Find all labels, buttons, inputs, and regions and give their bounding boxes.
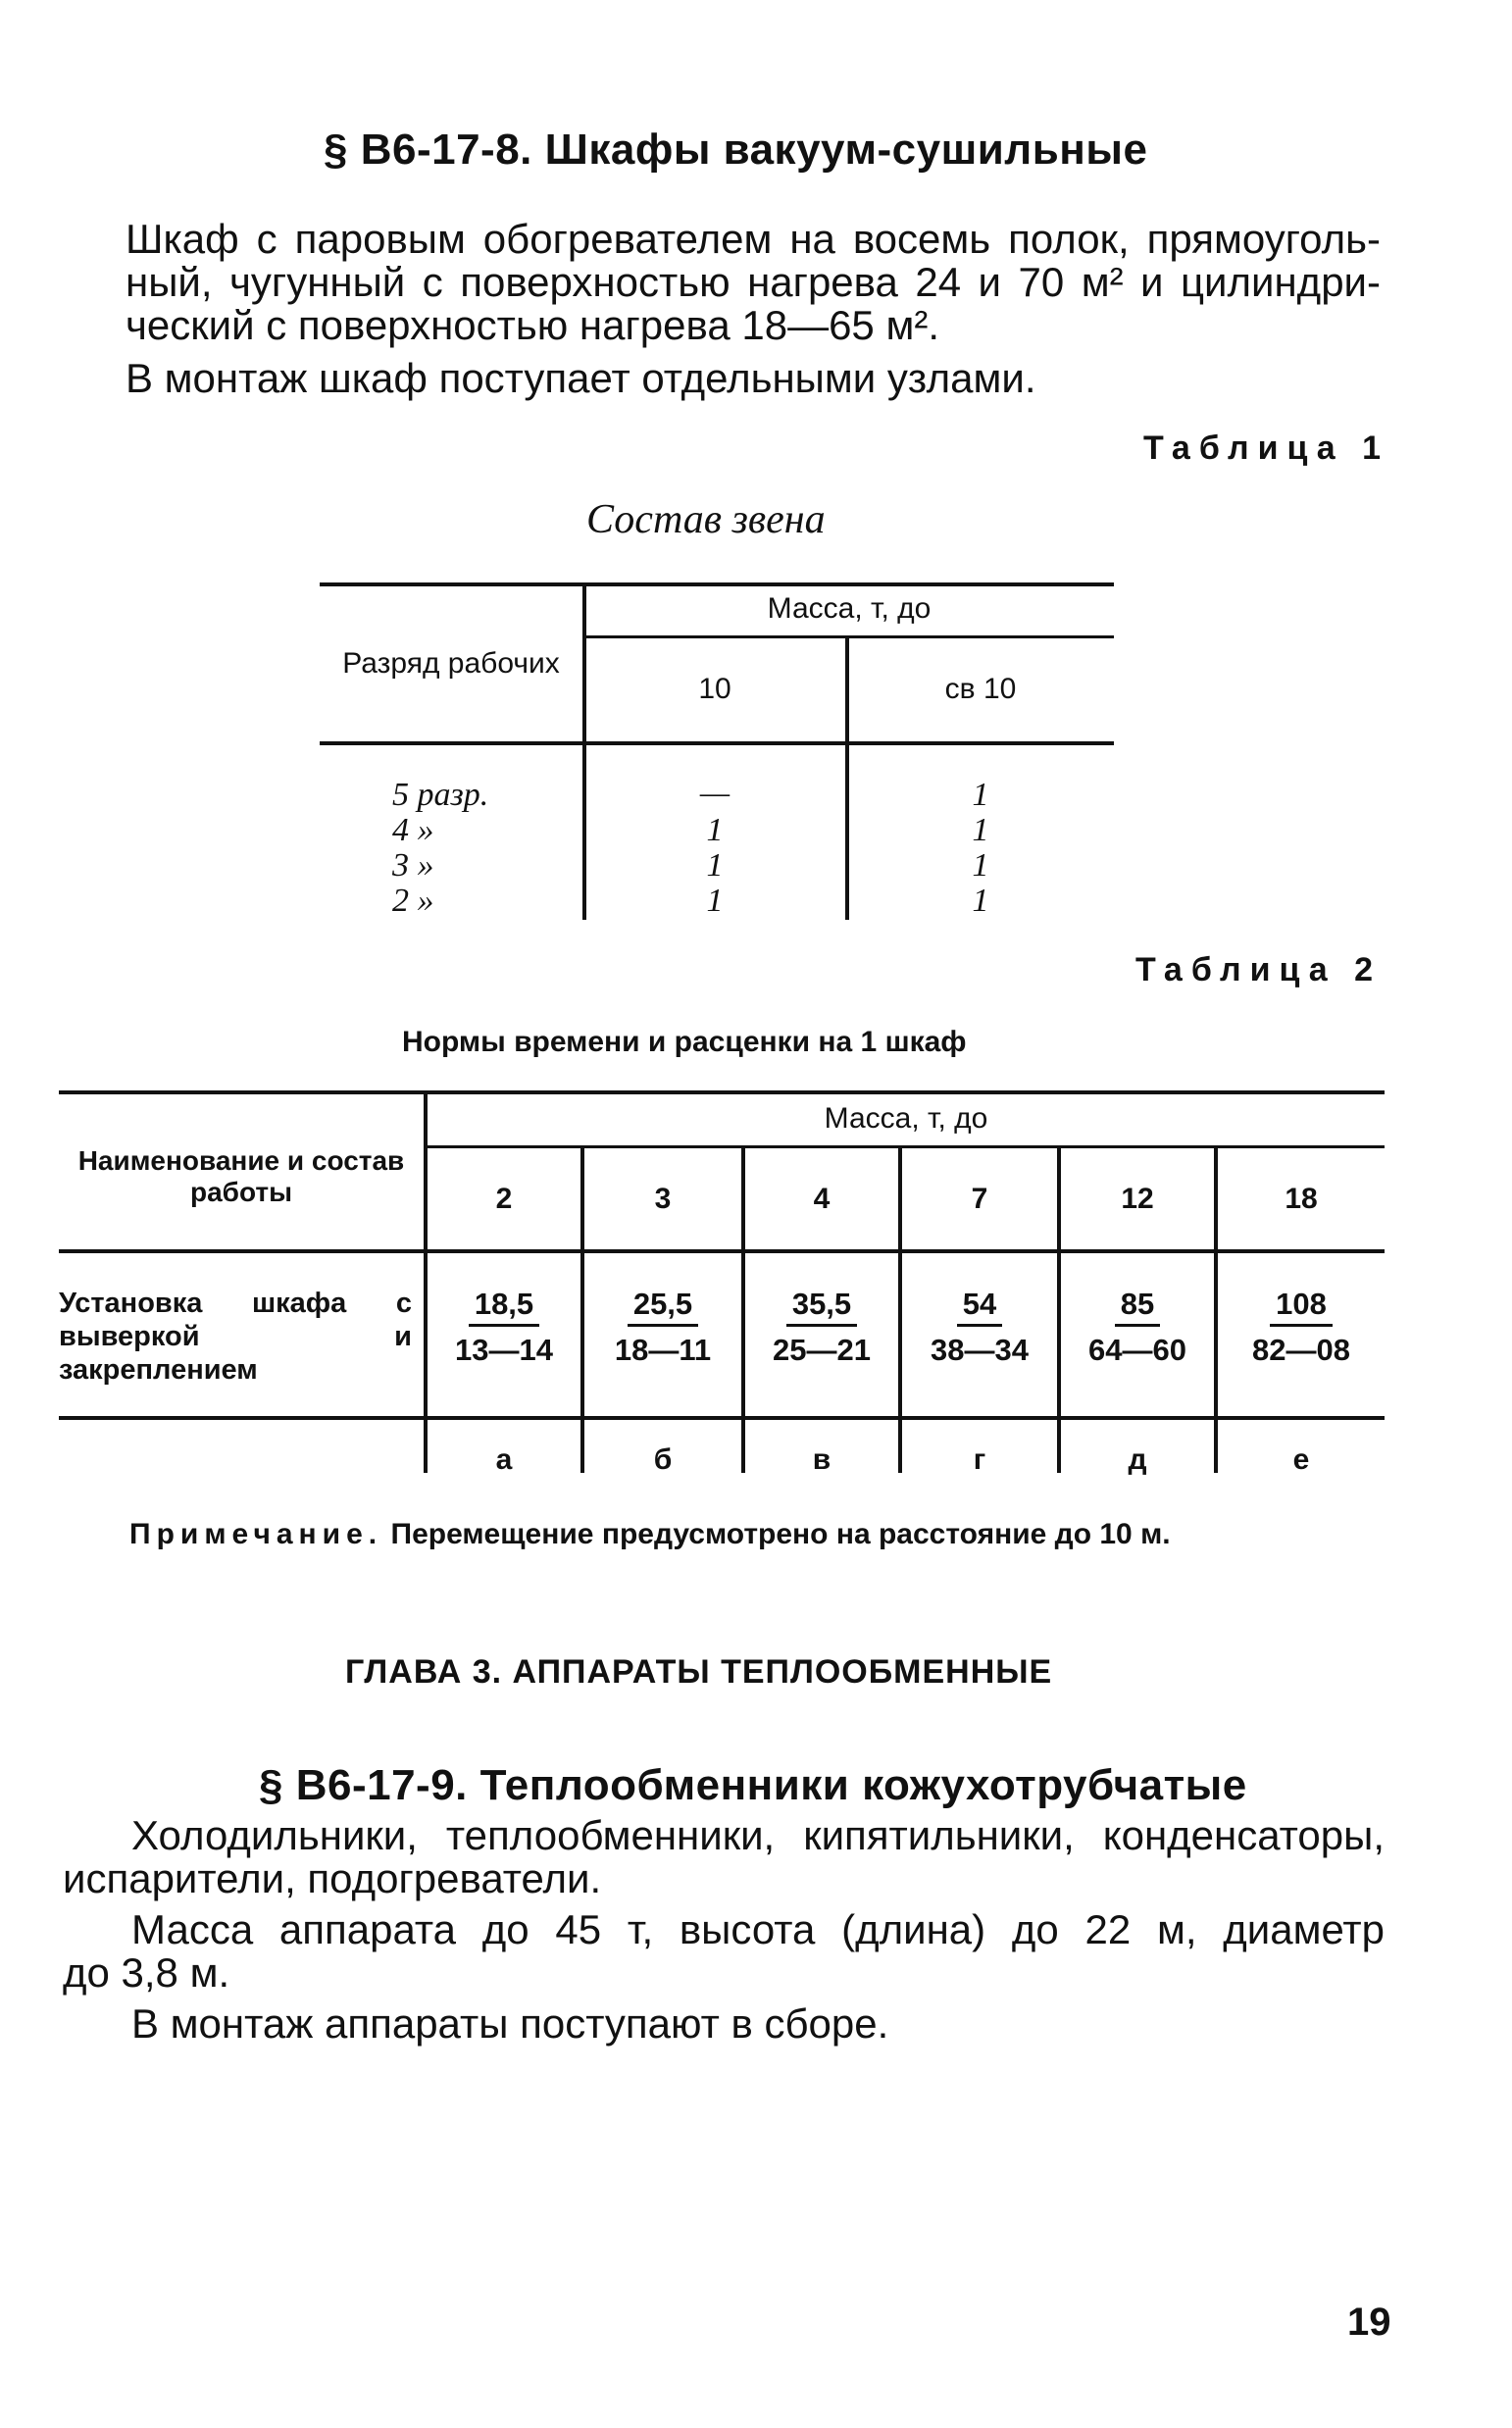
- table2-rate: 13—14: [455, 1333, 553, 1367]
- chapter-heading: ГЛАВА 3. АППАРАТЫ ТЕПЛООБМЕННЫЕ: [345, 1653, 1053, 1691]
- table2-header-rule: [59, 1249, 1385, 1253]
- table2-label: Таблица 2: [1135, 951, 1383, 988]
- table2-norm-time: 108: [1270, 1287, 1333, 1327]
- table1-title: Состав звена: [586, 497, 826, 542]
- table2-col-12: 12: [1121, 1183, 1154, 1215]
- table2-rate: 18—11: [614, 1333, 712, 1367]
- table2-value: [1218, 1287, 1385, 1368]
- table2-col-18: 18: [1285, 1183, 1318, 1215]
- table2-rate: 64—60: [1088, 1333, 1186, 1367]
- table1-top-rule: [320, 582, 1114, 586]
- table2-rate: 38—34: [931, 1333, 1029, 1367]
- note-label: Примечание.: [129, 1518, 383, 1550]
- table2-vline: [424, 1092, 428, 1473]
- table2-norm-time: 25,5: [628, 1287, 698, 1327]
- note-text: Перемещение предусмотрено на расстояние до 10 м.: [390, 1518, 1171, 1550]
- table2-value: [745, 1287, 898, 1368]
- table1-cell: 1: [972, 777, 989, 813]
- table2-col-7: 7: [971, 1183, 988, 1215]
- section2-paragraph1-line-2: испарители, подогреватели.: [63, 1855, 602, 1901]
- table2-group-header: Масса, т, до: [824, 1102, 988, 1135]
- table2-value: [584, 1287, 741, 1368]
- table2-rate: 25—21: [773, 1333, 871, 1367]
- table1-cell: 1: [972, 847, 989, 884]
- table1-grade-2: 2 »: [392, 883, 434, 919]
- table1-cell: 1: [706, 812, 724, 848]
- table1-group-rule: [584, 635, 1114, 638]
- table2-value: [902, 1287, 1057, 1368]
- table1-grade-5: 5 разр.: [392, 777, 489, 813]
- section2-paragraph1-line-1: Холодильники, теплообменники, кипятильники, конденсаторы,: [131, 1812, 1385, 1858]
- table2-norm-time: 85: [1115, 1287, 1160, 1327]
- section2-paragraph3: В монтаж аппараты поступают в сборе.: [131, 2000, 889, 2047]
- table1-grade-3: 3 »: [392, 847, 434, 884]
- table1-cell: 1: [972, 883, 989, 919]
- section1-paragraph-2: В монтаж шкаф поступает отдельными узлами.: [126, 355, 1036, 401]
- section-title-b6-17-8: § В6-17-8. Шкафы вакуум-сушильные: [324, 126, 1148, 174]
- table2-rate: 82—08: [1252, 1333, 1350, 1367]
- table2-col-3: 3: [654, 1183, 672, 1215]
- table2-index-cell: в: [812, 1443, 832, 1476]
- section-title-b6-17-9: § В6-17-9. Теплообменники кожухотрубчатые: [259, 1761, 1247, 1809]
- table2-group-rule: [426, 1145, 1385, 1148]
- table2-value: [1061, 1287, 1214, 1368]
- section1-paragraph-line-2: ный, чугунный с поверхностью нагрева 24 и 70 м² и цилиндри-: [126, 259, 1381, 305]
- table2-row-header: Наименование и состав работы: [77, 1145, 405, 1207]
- table2-value: [428, 1287, 580, 1368]
- table2-norm-time: 35,5: [786, 1287, 857, 1327]
- table1-cell: —: [699, 775, 731, 811]
- page-number: 19: [1347, 2301, 1391, 2344]
- section2-paragraph2-line-2: до 3,8 м.: [63, 1949, 230, 1996]
- table2-top-rule: [59, 1090, 1385, 1094]
- table1-col-10: 10: [698, 673, 731, 705]
- table1-label: Таблица 1: [1143, 430, 1390, 467]
- table2-note: [129, 1518, 1171, 1551]
- table2-col-2: 2: [495, 1183, 513, 1215]
- section1-paragraph-line-1: Шкаф с паровым обогревателем на восемь полок, прямоуголь-: [126, 216, 1381, 262]
- table2-index-cell: д: [1128, 1443, 1147, 1476]
- table1-group-header: Масса, т, до: [767, 592, 932, 625]
- table2-body-rule: [59, 1416, 1385, 1420]
- table1-cell: 1: [972, 812, 989, 848]
- table2-norm-time: 54: [957, 1287, 1002, 1327]
- table1-header-rule: [320, 741, 1114, 745]
- table2-title: Нормы времени и расценки на 1 шкаф: [402, 1026, 967, 1058]
- table1-grade-4: 4 »: [392, 812, 434, 848]
- table2-work-description: Установка шкафа с выверкой и закреплением: [59, 1288, 412, 1386]
- table1-cell: 1: [706, 883, 724, 919]
- table1-cell: 1: [706, 847, 724, 884]
- section2-paragraph2-line-1: Масса аппарата до 45 т, высота (длина) до 22 м, диаметр: [131, 1906, 1385, 1952]
- table2-norm-time: 18,5: [469, 1287, 539, 1327]
- table2-col-4: 4: [813, 1183, 831, 1215]
- table1-col-over-10: св 10: [944, 673, 1017, 705]
- table2-index-cell: е: [1292, 1443, 1310, 1476]
- table2-index-cell: а: [495, 1443, 513, 1476]
- table2-index-cell: б: [653, 1443, 673, 1476]
- section1-paragraph-line-3: ческий с поверхностью нагрева 18—65 м².: [126, 302, 939, 348]
- table2-index-cell: г: [973, 1443, 986, 1476]
- table1-row-header: Разряд рабочих: [342, 647, 560, 680]
